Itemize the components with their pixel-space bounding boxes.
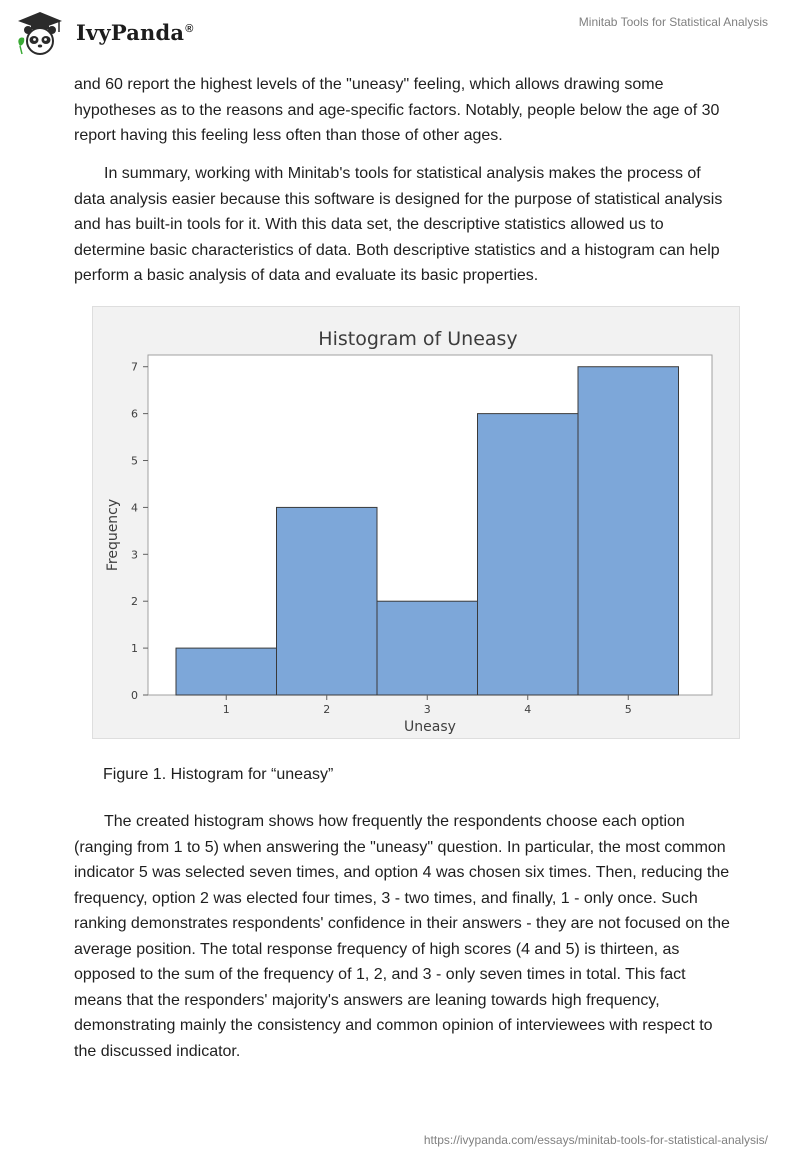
- x-axis-label: Uneasy: [404, 719, 456, 735]
- registered-mark: ®: [185, 23, 194, 35]
- footer-url[interactable]: https://ivypanda.com/essays/minitab-tools-for-statistical-analysis/: [423, 1133, 768, 1147]
- histogram-figure: [92, 306, 740, 739]
- histogram-bar: [277, 507, 378, 695]
- y-tick-label: 5: [131, 454, 138, 468]
- paragraph: and 60 report the highest levels of the "uneasy" feeling, which allows drawing some hypotheses as to the reasons and age-specific factors. Notably, people below the age of 30 report having this feeling less often than those of other ages.: [74, 76, 720, 144]
- paragraph: In summary, working with Minitab's tools for statistical analysis makes the process of data analysis easier because this software is designed for the purpose of statistical analysis and has built-in tools for it. With this data set, the descriptive statistics allowed us to determine basic characteristics of data. Both descriptive statistics and a histogram can help perform a basic analysis of data and evaluate its basic properties.: [74, 165, 723, 284]
- paragraph: The created histogram shows how frequently the respondents choose each option (ranging from 1 to 5) when answering the "uneasy" question. In particular, the most common indicator 5 was selected seven times, and option 4 was chosen six times. Then, reducing the frequency, option 2 was elected four times, 3 - two times, and finally, 1 - only once. Such ranking demonstrates respondents' confidence in their answers - they are not focused on the average position. The total response frequency of high scores (4 and 5) is thirteen, as opposed to the sum of the frequency of 1, 2, and 3 - only seven times in total. This fact means that the responders' majority's answers are leaning towards high frequency, demonstrating mainly the consistency and common opinion of interviewees with respect to the discussed indicator.: [74, 813, 730, 1060]
- y-tick-label: 6: [131, 407, 138, 421]
- panda-graduate-logo-icon[interactable]: [14, 10, 66, 58]
- y-tick-label: 4: [131, 501, 138, 515]
- page-header: [0, 0, 800, 70]
- document-title: Minitab Tools for Statistical Analysis: [578, 15, 768, 29]
- x-tick-label: 5: [624, 703, 632, 716]
- x-tick-label: 3: [423, 703, 431, 716]
- histogram-bar: [578, 367, 679, 695]
- histogram-bar: [478, 414, 579, 695]
- y-tick-label: 0: [131, 689, 138, 702]
- chart-title: Histogram of Uneasy: [318, 328, 518, 350]
- y-axis-label: Frequency: [105, 498, 121, 572]
- y-tick-label: 3: [131, 548, 138, 562]
- y-tick-label: 2: [131, 595, 138, 609]
- y-tick-label: 7: [131, 360, 138, 374]
- brand-text: IvyPanda: [76, 20, 185, 45]
- histogram-bar: [377, 601, 478, 695]
- brand-name[interactable]: [76, 20, 194, 45]
- histogram-chart: [93, 307, 739, 738]
- x-tick-label: 2: [323, 703, 331, 716]
- y-tick-label: 1: [131, 642, 138, 656]
- figure-caption: Figure 1. Histogram for “uneasy”: [103, 766, 334, 783]
- histogram-bar: [176, 648, 277, 695]
- x-tick-label: 4: [524, 703, 532, 716]
- x-tick-label: 1: [222, 703, 230, 716]
